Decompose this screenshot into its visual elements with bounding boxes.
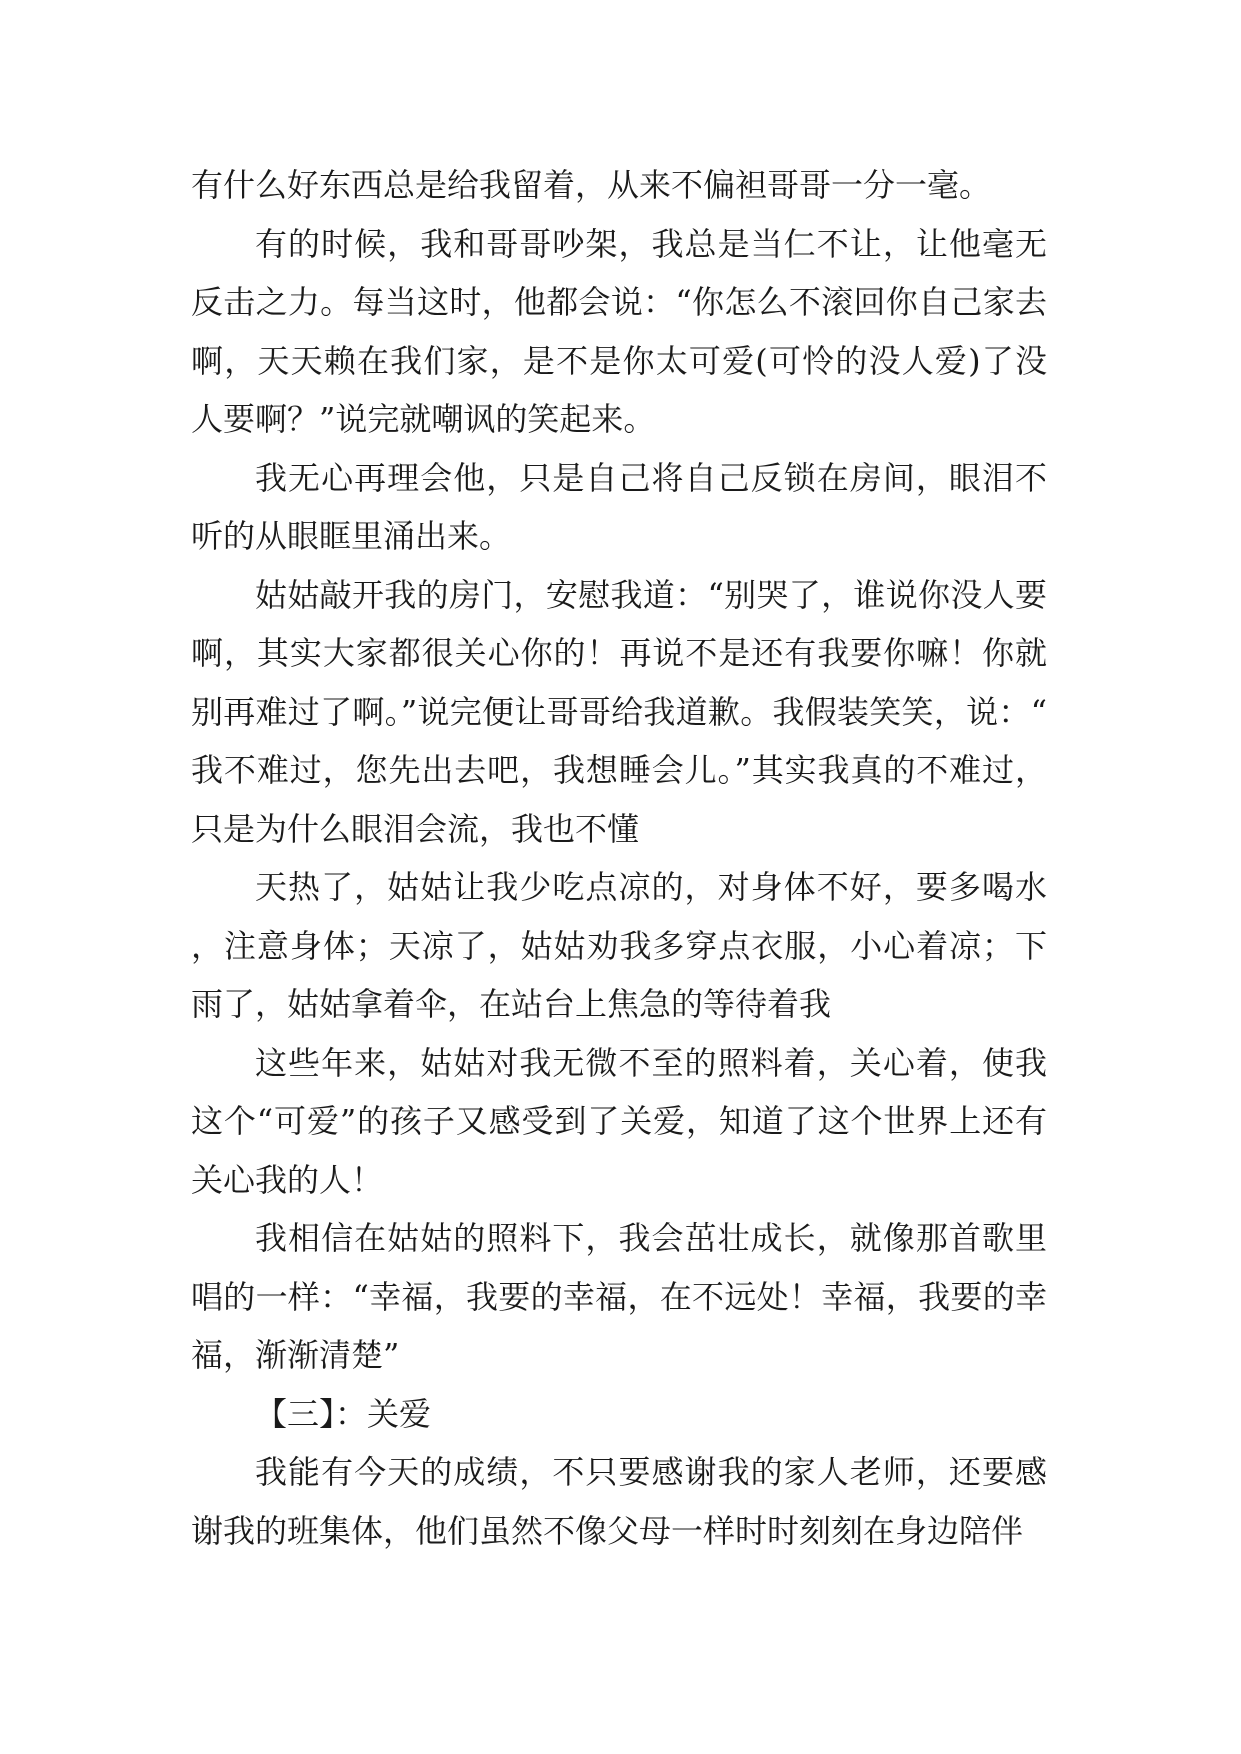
paragraph: 我相信在姑姑的照料下，我会茁壮成长，就像那首歌里唱的一样：“幸福，我要的幸福，在不远处！幸福，我要的幸福，渐渐清楚” [191, 1219, 1047, 1374]
paragraph: 姑姑敲开我的房门，安慰我道：“别哭了，谁说你没人要啊，其实大家都很关心你的！再说不是还有我要你嘛！你就别再难过了啊。”说完便让哥哥给我道歉。我假装笑笑，说：“我不难过，您先出去吧，我想睡会儿。”其实我真的不难过，只是为什么眼泪会流，我也不懂 [191, 575, 1047, 848]
paragraph: 这些年来，姑姑对我无微不至的照料着，关心着，使我这个“可爱”的孩子又感受到了关爱，知道了这个世界上还有关心我的人！ [191, 1043, 1047, 1199]
paragraph: 天热了，姑姑让我少吃点凉的，对身体不好，要多喝水，注意身体；天凉了，姑姑劝我多穿点衣服，小心着凉；下雨了，姑姑拿着伞，在站台上焦急的等待着我 [191, 868, 1047, 1023]
paragraph: 我能有今天的成绩，不只要感谢我的家人老师，还要感谢我的班集体，他们虽然不像父母一样时时刻刻在身边陪伴 [191, 1453, 1047, 1550]
paragraph: 有的时候，我和哥哥吵架，我总是当仁不让，让他毫无反击之力。每当这时，他都会说：“你怎么不滚回你自己家去啊，天天赖在我们家，是不是你太可爱(可怜的没人爱)了没人要啊？”说完就嘲讽的笑起来。 [191, 224, 1047, 438]
section-heading: 【三】：关爱 [255, 1394, 432, 1433]
document-body [191, 156, 1047, 1560]
paragraph: 我无心再理会他，只是自己将自己反锁在房间，眼泪不听的从眼眶里涌出来。 [191, 458, 1047, 555]
paragraph-continuation: 有什么好东西总是给我留着，从来不偏袒哥哥一分一毫。 [191, 166, 992, 204]
